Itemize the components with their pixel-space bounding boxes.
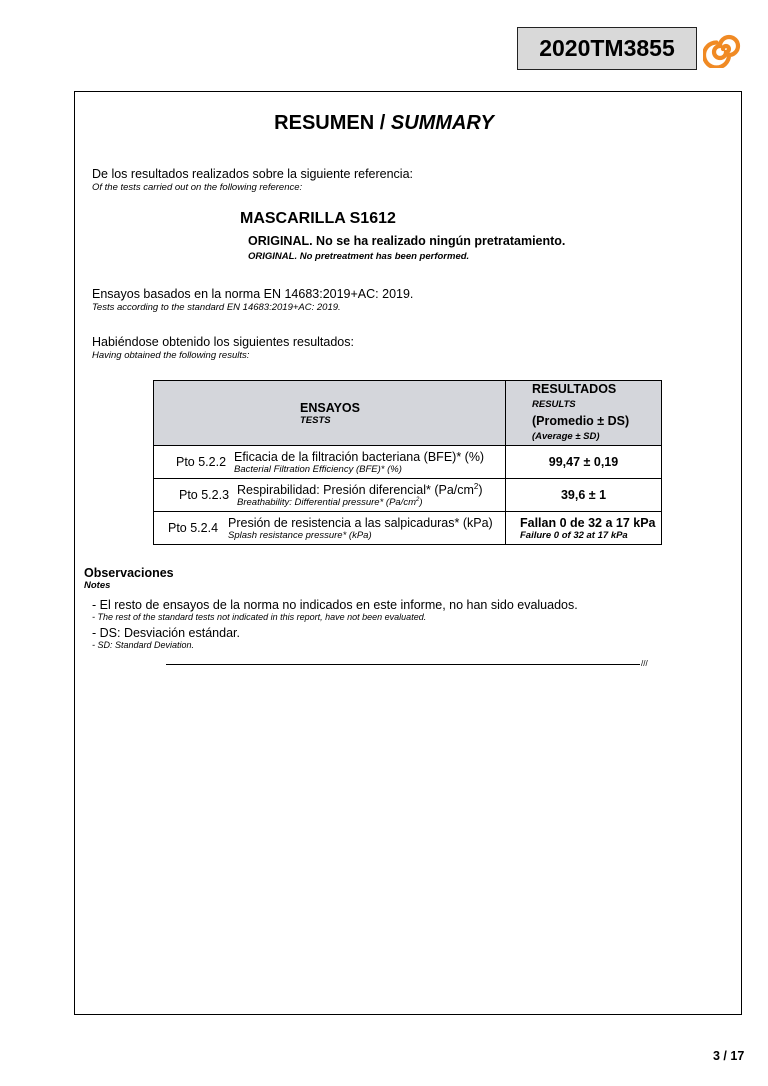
content-frame bbox=[74, 91, 742, 1015]
standard-text: Ensayos basados en la norma EN 14683:2019+AC: 2019. bbox=[92, 287, 414, 301]
obtained-text-en: Having obtained the following results: bbox=[92, 350, 250, 361]
row-result: Fallan 0 de 32 a 17 kPa Failure 0 of 32 at 17 kPa bbox=[506, 512, 662, 545]
tests-header: ENSAYOS TESTS bbox=[154, 381, 506, 446]
intro-text: De los resultados realizados sobre la siguiente referencia: bbox=[92, 167, 414, 181]
row-pto: Pto 5.2.2 bbox=[154, 446, 235, 479]
row-pto: Pto 5.2.3 bbox=[154, 479, 235, 512]
results-header: RESULTADOS RESULTS (Promedio ± DS) (Average ± SD) bbox=[506, 381, 662, 446]
table-header-row bbox=[154, 381, 662, 446]
row-pto: Pto 5.2.4 bbox=[154, 512, 235, 545]
title-english: SUMMARY bbox=[390, 112, 494, 134]
row-test: Eficacia de la filtración bacteriana (BFE)* (%) Bacterial Filtration Efficiency (BFE)* (%) bbox=[234, 446, 506, 479]
table-row bbox=[154, 446, 662, 479]
notes-title: Observaciones bbox=[84, 566, 174, 580]
standard-text-en: Tests according to the standard EN 14683:2019+AC: 2019. bbox=[92, 302, 341, 313]
notes-title-en: Notes bbox=[84, 580, 111, 591]
end-line bbox=[166, 664, 640, 665]
note-item: - DS: Desviación estándar. bbox=[92, 626, 240, 640]
page-number: 3 / 17 bbox=[713, 1049, 745, 1063]
end-mark: /// bbox=[641, 659, 648, 668]
row-test: Presión de resistencia a las salpicaduras* (kPa) Splash resistance pressure* (kPa) bbox=[234, 512, 506, 545]
reference-name: MASCARILLA S1612 bbox=[240, 210, 396, 227]
page-title: RESUMEN / SUMMARY bbox=[274, 112, 494, 134]
reference-condition-en: ORIGINAL. No pretreatment has been performed. bbox=[248, 251, 470, 262]
row-result: 39,6 ± 1 bbox=[506, 479, 662, 512]
report-code-box bbox=[517, 27, 697, 70]
note-item-en: - SD: Standard Deviation. bbox=[92, 640, 195, 650]
results-table bbox=[153, 380, 662, 545]
spiral-logo-icon bbox=[703, 30, 743, 68]
intro-text-en: Of the tests carried out on the following reference: bbox=[92, 182, 303, 193]
row-result: 99,47 ± 0,19 bbox=[506, 446, 662, 479]
obtained-text: Habiéndose obtenido los siguientes resultados: bbox=[92, 335, 354, 349]
note-item: - El resto de ensayos de la norma no indicados en este informe, no han sido evaluados. bbox=[92, 598, 578, 612]
row-test: Respirabilidad: Presión diferencial* $(Pa/cm^2)$ Breathability: Differential pressure* $(Pa/cm^2)$ bbox=[234, 479, 506, 512]
note-item-en: - The rest of the standard tests not indicated in this report, have not been evaluated. bbox=[92, 612, 427, 622]
reference-condition: ORIGINAL. No se ha realizado ningún pretratamiento. bbox=[248, 234, 566, 248]
report-code: 2020TM3855 bbox=[539, 35, 675, 61]
table-row bbox=[154, 479, 662, 512]
table-row bbox=[154, 512, 662, 545]
